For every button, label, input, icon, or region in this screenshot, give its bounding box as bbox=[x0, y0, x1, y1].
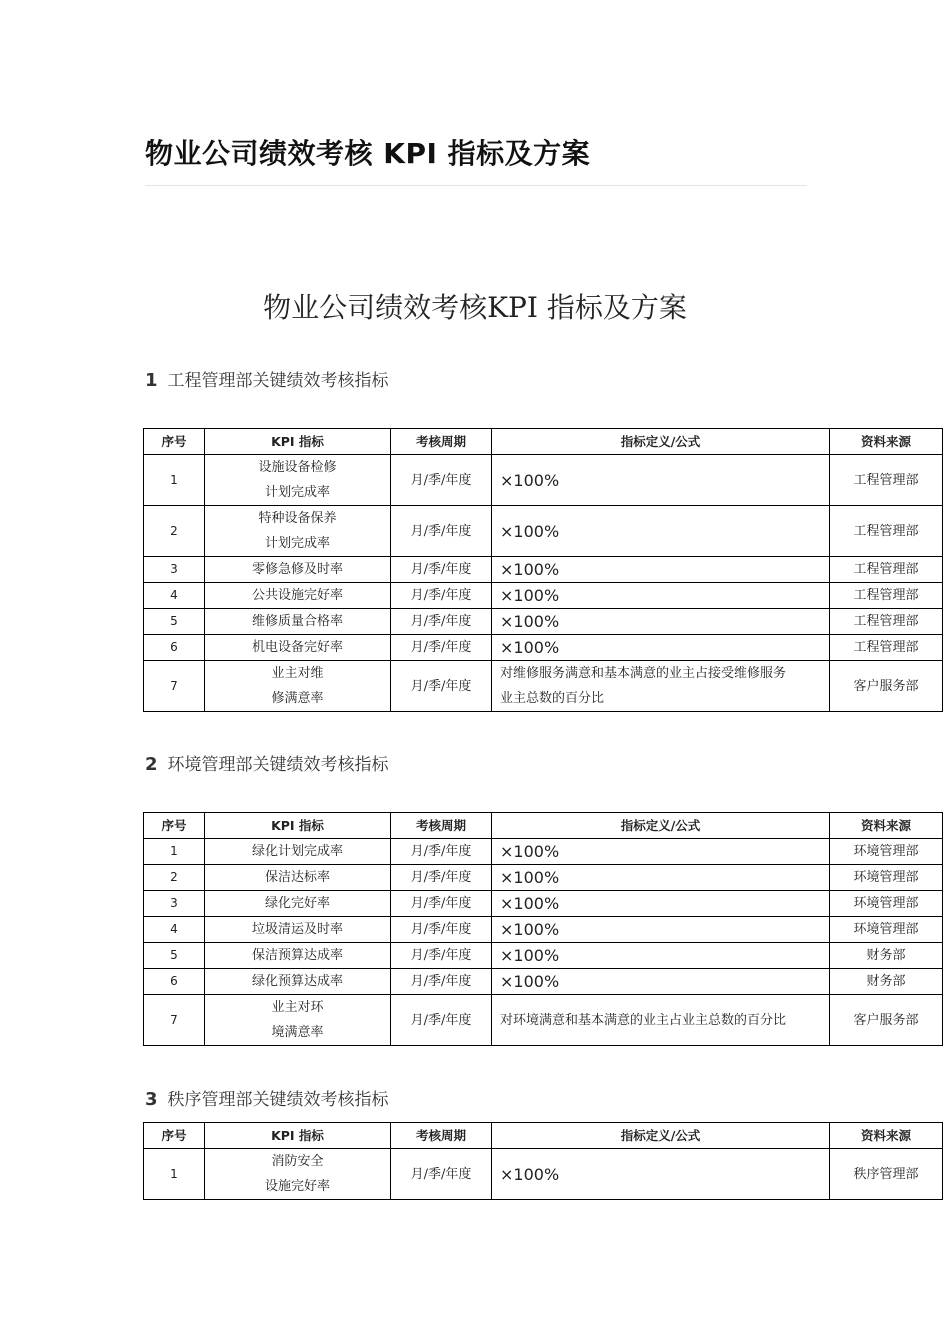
cell-definition: ×100% bbox=[492, 635, 830, 661]
cell-cycle: 月/季/年度 bbox=[391, 583, 492, 609]
cell-seq: 3 bbox=[144, 891, 205, 917]
table-row bbox=[144, 865, 943, 891]
table-row bbox=[144, 635, 943, 661]
cell-cycle: 月/季/年度 bbox=[391, 839, 492, 865]
column-header-cycle: 考核周期 bbox=[391, 813, 492, 839]
cell-kpi bbox=[205, 891, 391, 917]
cell-seq: 4 bbox=[144, 583, 205, 609]
kpi-line: 公共设施完好率 bbox=[251, 588, 343, 603]
kpi-line: 设施设备检修 bbox=[258, 460, 337, 475]
kpi-line: 垃圾清运及时率 bbox=[251, 922, 343, 937]
section-title-security: 3 秩序管理部关键绩效考核指标 bbox=[145, 1089, 389, 1110]
cell-kpi bbox=[205, 557, 391, 583]
cell-kpi bbox=[205, 1149, 391, 1200]
column-header-seq: 序号 bbox=[144, 1123, 205, 1149]
engineering-kpi-table bbox=[143, 428, 943, 712]
cell-kpi bbox=[205, 609, 391, 635]
kpi-line: 业主对环 bbox=[271, 1000, 324, 1015]
column-header-seq: 序号 bbox=[144, 813, 205, 839]
cell-cycle: 月/季/年度 bbox=[391, 557, 492, 583]
definition-line: 业主总数的百分比 bbox=[500, 691, 605, 706]
cell-definition: ×100% bbox=[492, 891, 830, 917]
cell-cycle: 月/季/年度 bbox=[391, 609, 492, 635]
cell-source: 工程管理部 bbox=[830, 609, 943, 635]
table-row bbox=[144, 839, 943, 865]
kpi-line: 绿化完好率 bbox=[264, 896, 330, 911]
cell-source: 环境管理部 bbox=[830, 917, 943, 943]
section-title-engineering: 1 工程管理部关键绩效考核指标 bbox=[145, 370, 389, 391]
document-heading: 物业公司绩效考核 KPI 指标及方案 bbox=[145, 137, 591, 170]
cell-cycle: 月/季/年度 bbox=[391, 661, 492, 712]
cell-cycle: 月/季/年度 bbox=[391, 995, 492, 1046]
kpi-line: 境满意率 bbox=[271, 1025, 324, 1040]
cell-definition: ×100% bbox=[492, 917, 830, 943]
kpi-line: 维修质量合格率 bbox=[251, 614, 343, 629]
cell-source: 客户服务部 bbox=[830, 995, 943, 1046]
document-title: 物业公司绩效考核KPI 指标及方案 bbox=[263, 291, 687, 324]
cell-kpi bbox=[205, 506, 391, 557]
column-header-kpi: KPI 指标 bbox=[205, 1123, 391, 1149]
cell-definition: ×100% bbox=[492, 969, 830, 995]
cell-source: 客户服务部 bbox=[830, 661, 943, 712]
column-header-source: 资料来源 bbox=[830, 429, 943, 455]
heading-divider bbox=[145, 185, 807, 186]
cell-seq: 4 bbox=[144, 917, 205, 943]
cell-definition bbox=[492, 995, 830, 1046]
cell-seq: 5 bbox=[144, 943, 205, 969]
cell-kpi bbox=[205, 661, 391, 712]
cell-cycle: 月/季/年度 bbox=[391, 1149, 492, 1200]
cell-definition: ×100% bbox=[492, 583, 830, 609]
cell-kpi bbox=[205, 583, 391, 609]
column-header-seq: 序号 bbox=[144, 429, 205, 455]
kpi-line: 机电设备完好率 bbox=[251, 640, 343, 655]
table-row bbox=[144, 661, 943, 712]
cell-kpi bbox=[205, 455, 391, 506]
column-header-cycle: 考核周期 bbox=[391, 1123, 492, 1149]
cell-seq: 5 bbox=[144, 609, 205, 635]
cell-source: 工程管理部 bbox=[830, 557, 943, 583]
security-kpi-table bbox=[143, 1122, 943, 1200]
cell-kpi bbox=[205, 839, 391, 865]
kpi-line: 修满意率 bbox=[271, 691, 324, 706]
column-header-kpi: KPI 指标 bbox=[205, 429, 391, 455]
cell-seq: 2 bbox=[144, 506, 205, 557]
cell-seq: 3 bbox=[144, 557, 205, 583]
cell-source: 财务部 bbox=[830, 969, 943, 995]
cell-kpi bbox=[205, 635, 391, 661]
cell-source: 财务部 bbox=[830, 943, 943, 969]
cell-source: 秩序管理部 bbox=[830, 1149, 943, 1200]
cell-definition: ×100% bbox=[492, 506, 830, 557]
cell-definition: ×100% bbox=[492, 943, 830, 969]
table-header-row bbox=[144, 429, 943, 455]
cell-definition: ×100% bbox=[492, 609, 830, 635]
cell-source: 工程管理部 bbox=[830, 455, 943, 506]
column-header-source: 资料来源 bbox=[830, 813, 943, 839]
table-row bbox=[144, 891, 943, 917]
column-header-definition: 指标定义/公式 bbox=[492, 429, 830, 455]
cell-cycle: 月/季/年度 bbox=[391, 891, 492, 917]
cell-cycle: 月/季/年度 bbox=[391, 943, 492, 969]
table-row bbox=[144, 506, 943, 557]
kpi-line: 保洁达标率 bbox=[264, 870, 330, 885]
cell-definition bbox=[492, 661, 830, 712]
cell-source: 环境管理部 bbox=[830, 891, 943, 917]
cell-source: 工程管理部 bbox=[830, 583, 943, 609]
cell-seq: 2 bbox=[144, 865, 205, 891]
kpi-line: 业主对维 bbox=[271, 666, 324, 681]
kpi-line: 绿化计划完成率 bbox=[251, 844, 343, 859]
column-header-source: 资料来源 bbox=[830, 1123, 943, 1149]
cell-source: 工程管理部 bbox=[830, 635, 943, 661]
cell-definition: ×100% bbox=[492, 865, 830, 891]
cell-kpi bbox=[205, 865, 391, 891]
cell-definition: ×100% bbox=[492, 839, 830, 865]
table-row bbox=[144, 455, 943, 506]
cell-seq: 1 bbox=[144, 839, 205, 865]
table-row bbox=[144, 583, 943, 609]
table-row bbox=[144, 557, 943, 583]
cell-kpi bbox=[205, 917, 391, 943]
cell-seq: 7 bbox=[144, 995, 205, 1046]
cell-cycle: 月/季/年度 bbox=[391, 865, 492, 891]
table-header-row bbox=[144, 813, 943, 839]
kpi-line: 计划完成率 bbox=[264, 485, 330, 500]
cell-seq: 1 bbox=[144, 1149, 205, 1200]
kpi-line: 设施完好率 bbox=[264, 1179, 330, 1194]
cell-source: 工程管理部 bbox=[830, 506, 943, 557]
cell-seq: 6 bbox=[144, 635, 205, 661]
cell-kpi bbox=[205, 943, 391, 969]
kpi-line: 特种设备保养 bbox=[258, 511, 337, 526]
environment-kpi-table bbox=[143, 812, 943, 1046]
kpi-line: 消防安全 bbox=[271, 1154, 324, 1169]
table-row bbox=[144, 969, 943, 995]
kpi-line: 保洁预算达成率 bbox=[251, 948, 343, 963]
section-title-environment: 2 环境管理部关键绩效考核指标 bbox=[145, 754, 389, 775]
cell-source: 环境管理部 bbox=[830, 839, 943, 865]
cell-definition: ×100% bbox=[492, 1149, 830, 1200]
column-header-cycle: 考核周期 bbox=[391, 429, 492, 455]
cell-definition: ×100% bbox=[492, 455, 830, 506]
cell-kpi bbox=[205, 995, 391, 1046]
table-header-row bbox=[144, 1123, 943, 1149]
cell-seq: 1 bbox=[144, 455, 205, 506]
definition-line: 对维修服务满意和基本满意的业主占接受维修服务 bbox=[500, 666, 787, 681]
kpi-line: 绿化预算达成率 bbox=[251, 974, 343, 989]
cell-cycle: 月/季/年度 bbox=[391, 635, 492, 661]
cell-cycle: 月/季/年度 bbox=[391, 917, 492, 943]
table-row bbox=[144, 1149, 943, 1200]
cell-source: 环境管理部 bbox=[830, 865, 943, 891]
cell-seq: 7 bbox=[144, 661, 205, 712]
cell-cycle: 月/季/年度 bbox=[391, 506, 492, 557]
column-header-definition: 指标定义/公式 bbox=[492, 1123, 830, 1149]
kpi-line: 计划完成率 bbox=[264, 536, 330, 551]
kpi-line: 零修急修及时率 bbox=[251, 562, 343, 577]
definition-line: 对环境满意和基本满意的业主占业主总数的百分比 bbox=[500, 1012, 787, 1028]
cell-kpi bbox=[205, 969, 391, 995]
table-row bbox=[144, 609, 943, 635]
cell-seq: 6 bbox=[144, 969, 205, 995]
cell-definition: ×100% bbox=[492, 557, 830, 583]
table-row bbox=[144, 995, 943, 1046]
table-row bbox=[144, 943, 943, 969]
cell-cycle: 月/季/年度 bbox=[391, 969, 492, 995]
table-row bbox=[144, 917, 943, 943]
column-header-definition: 指标定义/公式 bbox=[492, 813, 830, 839]
cell-cycle: 月/季/年度 bbox=[391, 455, 492, 506]
column-header-kpi: KPI 指标 bbox=[205, 813, 391, 839]
